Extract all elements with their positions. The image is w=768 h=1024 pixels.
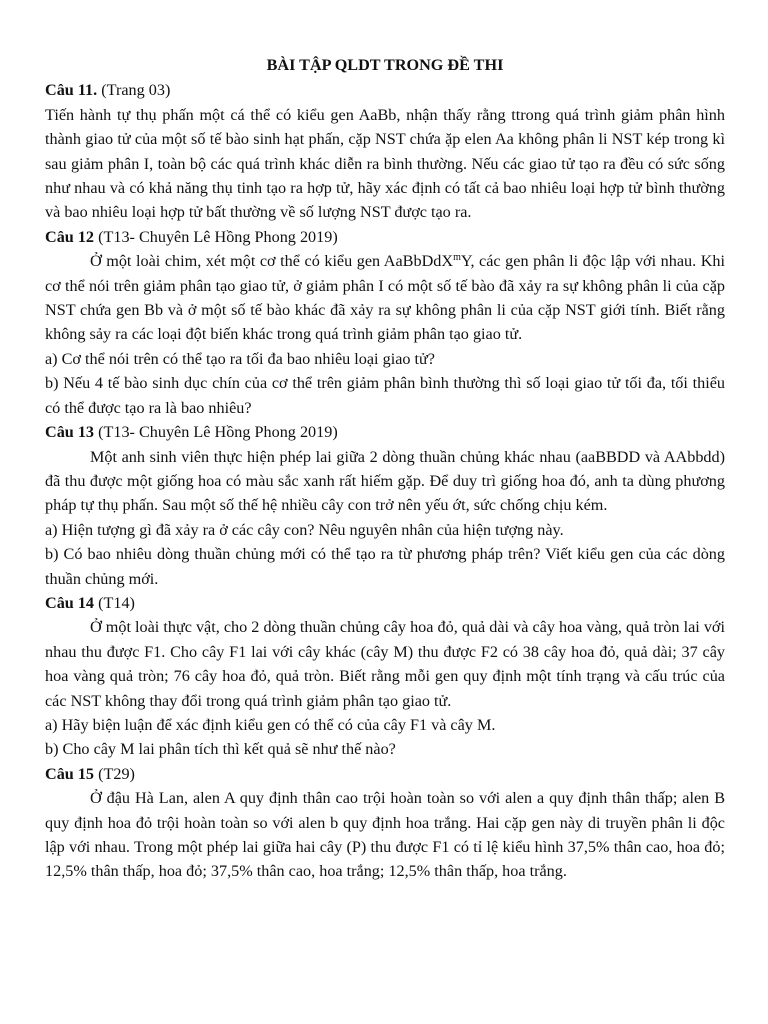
sub-question-a: a) Cơ thể nói trên có thể tạo ra tối đa bao nhiêu loại giao tử? <box>45 349 435 368</box>
document-body <box>45 53 725 884</box>
question-15 <box>45 762 725 884</box>
question-label: Câu 11. <box>45 81 98 100</box>
question-text-part: Ở một loài chim, xét một cơ thể có kiểu gen AaBbDdX <box>90 252 454 271</box>
superscript: m <box>453 252 461 264</box>
question-source: (T13- Chuyên Lê Hồng Phong 2019) <box>94 227 338 246</box>
question-heading <box>45 225 725 249</box>
sub-question-b: b) Có bao nhiêu dòng thuần chủng mới có thể tạo ra từ phương pháp trên? Viết kiểu gen của các dòng thuần chủng mới. <box>45 545 725 588</box>
document-title: BÀI TẬP QLDT TRONG ĐỀ THI <box>266 56 504 74</box>
sub-question-a: a) Hãy biện luận để xác định kiểu gen có thể có của cây F1 và cây M. <box>45 715 496 734</box>
question-source: (Trang 03) <box>97 81 171 100</box>
question-label: Câu 12 <box>45 227 95 246</box>
question-heading <box>45 78 725 102</box>
question-text: Ở đậu Hà Lan, alen A quy định thân cao trội hoàn toàn so với alen a quy định thân thấp; alen B quy định hoa đỏ trội hoàn toàn so với alen b quy định hoa trắng. Hai cặp gen này di truyền phân li độc lập với nhau. Trong một phép lai giữa hai cây (P) thu được F1 có tỉ lệ kiểu hình 37,5% thân cao, hoa đỏ; 12,5% thân thấp, hoa đỏ; 37,5% thân cao, hoa trắng; 12,5% thân thấp, hoa trắng. <box>45 789 725 881</box>
question-heading <box>45 420 725 444</box>
question-source: (T14) <box>94 593 135 612</box>
question-heading <box>45 762 725 786</box>
sub-question-b: b) Nếu 4 tế bào sinh dục chín của cơ thể trên giảm phân bình thường thì số loại giao tử tối đa, tối thiểu có thể được tạo ra là bao nhiêu? <box>45 374 725 417</box>
question-heading <box>45 591 725 615</box>
question-label: Câu 13 <box>45 423 95 442</box>
question-text: Ở một loài thực vật, cho 2 dòng thuần chủng cây hoa đỏ, quả dài và cây hoa vàng, quả tròn lai với nhau thu được F1. Cho cây F1 lai với cây khác (cây M) thu được F2 có 38 cây hoa đỏ, quả dài; 37 cây hoa vàng quả tròn; 76 cây hoa đỏ, quả tròn. Biết rằng mỗi gen quy định một tính trạng và cấu trúc của các NST không thay đổi trong quá trình giảm phân tạo giao tử. <box>45 618 725 710</box>
question-11 <box>45 78 725 224</box>
question-12 <box>45 225 725 420</box>
question-text <box>45 249 725 347</box>
question-label: Câu 15 <box>45 764 95 783</box>
sub-question-b: b) Cho cây M lai phân tích thì kết quả sẽ như thế nào? <box>45 740 396 759</box>
question-text-part: Y, các gen phân li độc lập với nhau. Khi cơ thể nói trên giảm phân tạo giao tử, ở giảm phân I có một số tế bào đã xảy ra sự không phân li của cặp NST chứa gen Bb và ở một số tế bào khác đã xảy ra sự không phân li của cặp NST giới tính. Biết rằng không sảy ra các loại đột biến khác trong quá trình giảm phân tạo giao tử. <box>45 252 726 344</box>
question-14 <box>45 591 725 762</box>
sub-question-a: a) Hiện tượng gì đã xảy ra ở các cây con? Nêu nguyên nhân của hiện tượng này. <box>45 520 564 539</box>
question-source: (T29) <box>94 764 135 783</box>
question-text: Một anh sinh viên thực hiện phép lai giữa 2 dòng thuần chủng khác nhau (aaBBDD và AAbbdd) đã thu được một giống hoa có màu sắc xanh rất hiếm gặp. Để duy trì giống hoa đó, anh ta dùng phương pháp tự thụ phấn. Sau một số thế hệ nhiều cây con trở nên yếu ớt, sức chống chịu kém. <box>45 447 725 515</box>
question-text: Tiến hành tự thụ phấn một cá thể có kiểu gen AaBb, nhận thấy rằng ttrong quá trình giảm phân hình thành giao tử của một số tế bào sinh hạt phấn, cặp NST chứa ặp elen Aa không phân li NST kép trong kì sau giảm phân I, toàn bộ các quá trình khác diễn ra bình thường. Nếu các giao tử tạo ra đều có sức sống như nhau và có khả năng thụ tinh tạo ra hợp tử, hãy xác định có tất cả bao nhiêu loại hợp tử bình thường và bao nhiêu loại hợp tử bất thường về số lượng NST được tạo ra. <box>45 105 725 222</box>
question-source: (T13- Chuyên Lê Hồng Phong 2019) <box>94 423 338 442</box>
question-13 <box>45 420 725 591</box>
question-label: Câu 14 <box>45 593 95 612</box>
